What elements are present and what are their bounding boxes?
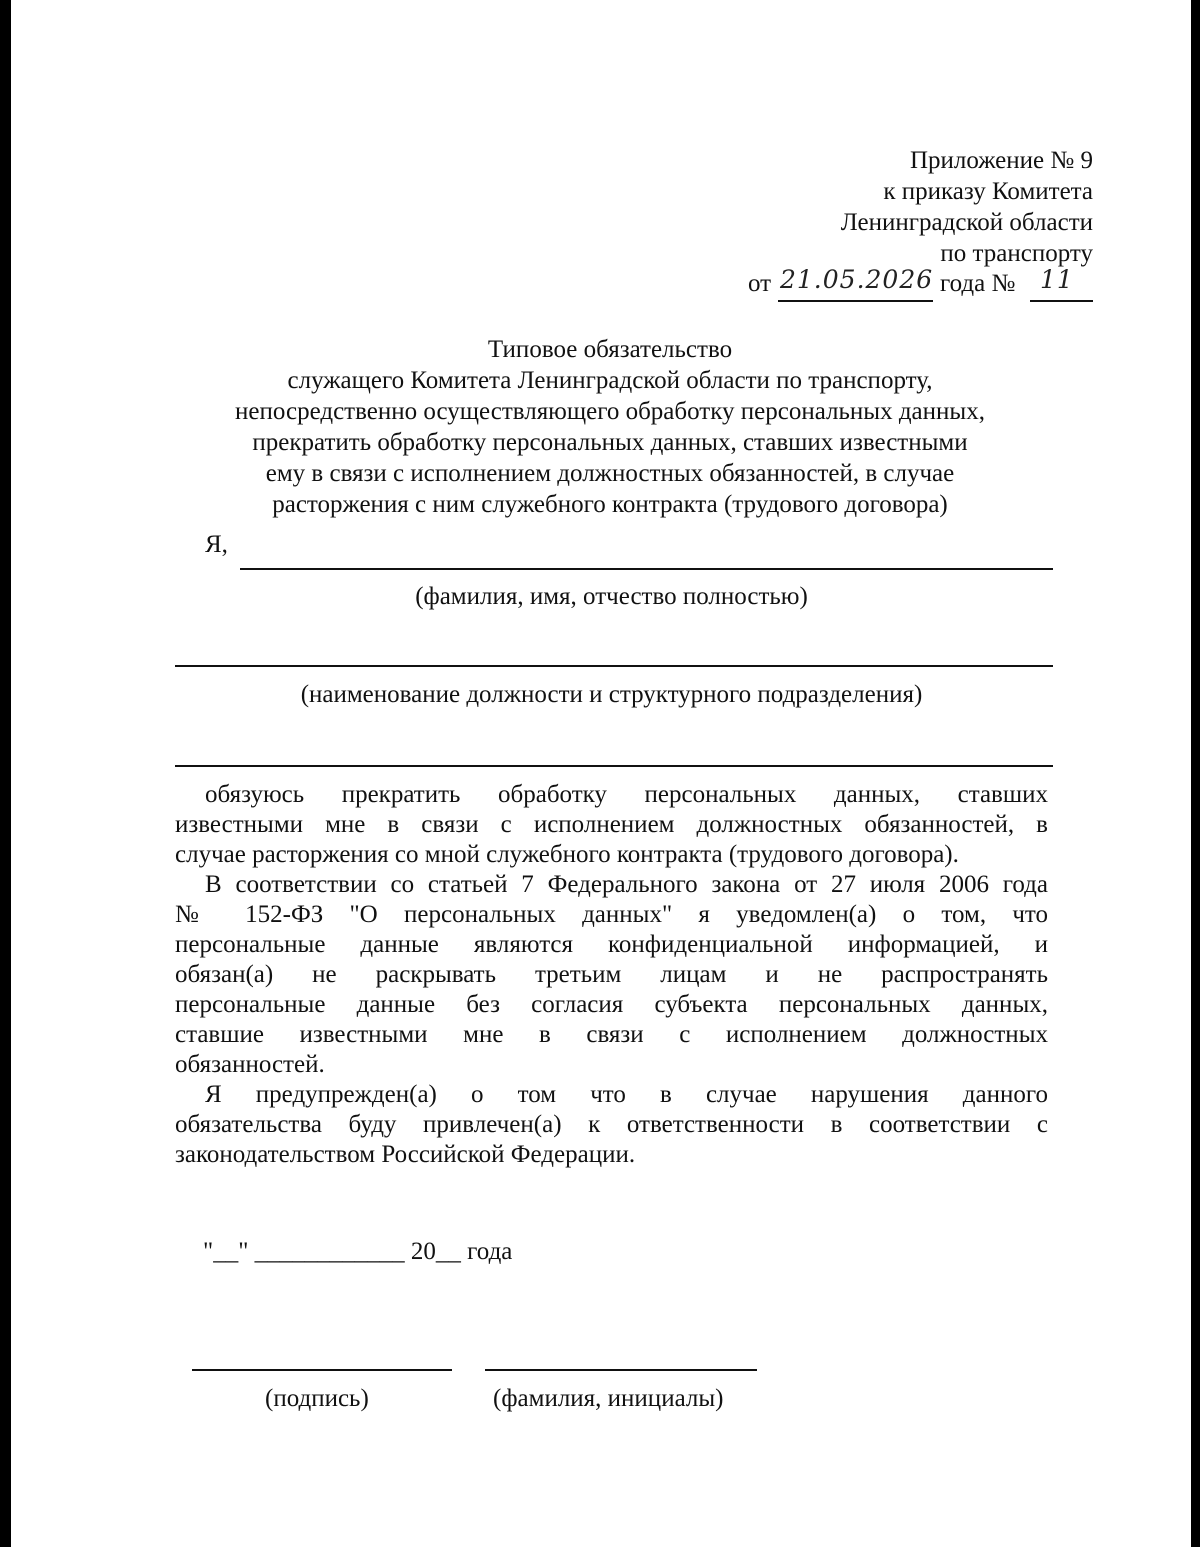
scan-edge-left [0, 0, 11, 1547]
handwritten-date: 21.05.2026 [780, 265, 934, 294]
paragraph-obligation [175, 780, 1048, 870]
order-date-line [700, 265, 1093, 303]
approval-block [700, 145, 1093, 303]
full-name-caption: (фамилия, имя, отчество полностью) [415, 583, 808, 610]
document-title [130, 334, 1090, 520]
text-line: персональные данные являются конфиденциальной информацией, и [175, 931, 1048, 958]
name-initials-line [485, 1369, 757, 1371]
date-prefix: от [748, 270, 772, 297]
extra-field-line [175, 765, 1053, 767]
signature-line [192, 1369, 452, 1371]
title-line-3: непосредственно осуществляющего обработку персональных данных, [235, 398, 985, 425]
approval-line-2: к приказу Комитета [883, 178, 1093, 205]
text-line: случае расторжения со мной служебного контракта (трудового договора). [175, 841, 959, 868]
title-line-4: прекратить обработку персональных данных, ставших известными [252, 429, 968, 456]
full-name-field-line [240, 568, 1053, 570]
date-underline [778, 300, 933, 302]
text-line: обязательства буду привлечен(а) к ответственности в соответствии с [175, 1111, 1048, 1138]
signing-date-line: "__" ____________ 20__ года [203, 1238, 513, 1265]
number-underline [1030, 300, 1093, 302]
signature-caption: (подпись) [265, 1385, 369, 1412]
approval-line-3: Ленинградской области [840, 209, 1093, 236]
text-line: ставшие известными мне в связи с исполнением должностных [175, 1021, 1048, 1048]
position-field-line [175, 665, 1053, 667]
approval-line-1: Приложение № 9 [909, 147, 1093, 174]
text-line: известными мне в связи с исполнением должностных обязанностей, в [175, 811, 1048, 838]
text-line: персональные данные без согласия субъекта персональных данных, [175, 991, 1048, 1018]
title-line-6: расторжения с ним служебного контракта (трудового договора) [272, 491, 948, 518]
text-line: № 152-ФЗ "О персональных данных" я уведомлен(а) о том, что [175, 901, 1048, 928]
number-prefix: года № [940, 270, 1016, 297]
title-line-2: служащего Комитета Ленинградской области по транспорту, [287, 367, 933, 394]
handwritten-number: 11 [1040, 265, 1074, 294]
text-line: Я предупрежден(а) о том что в случае нарушения данного [205, 1081, 1048, 1108]
text-line: обязанностей. [175, 1051, 325, 1078]
text-line: В соответствии со статьей 7 Федерального закона от 27 июля 2006 года [205, 871, 1048, 898]
text-line: законодательством Российской Федерации. [175, 1141, 636, 1168]
name-initials-caption: (фамилия, инициалы) [493, 1385, 724, 1412]
approval-line-4: по транспорту [940, 240, 1093, 267]
title-line-5: ему в связи с исполнением должностных обязанностей, в случае [265, 460, 955, 487]
text-line: обязуюсь прекратить обработку персональных данных, ставших [205, 781, 1048, 808]
paragraph-law [175, 870, 1048, 1080]
position-caption: (наименование должности и структурного подразделения) [300, 681, 923, 708]
title-line-1: Типовое обязательство [487, 336, 733, 363]
scan-edge-right [1191, 0, 1200, 1547]
paragraph-warning [175, 1080, 1048, 1170]
i-label: Я, [205, 531, 228, 558]
text-line: обязан(а) не раскрывать третьим лицам и не распространять [175, 961, 1048, 988]
